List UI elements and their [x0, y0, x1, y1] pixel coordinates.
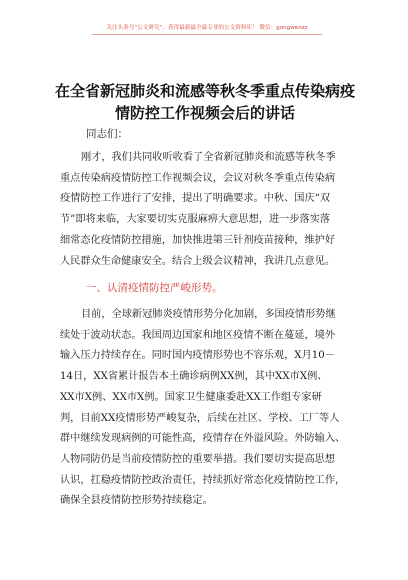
text-line: 人物同防仍是当前疫情防控的重要举措。我们要切实提高思想 [60, 453, 336, 465]
paragraph-situation [60, 305, 360, 512]
text-line: 节”即将来临，大家要切实克服麻痹大意思想，进一步落实落 [60, 214, 331, 226]
paragraph-intro [60, 148, 360, 272]
title-line: 在全省新冠肺炎和流感等秋冬季重点传染病疫 [54, 82, 355, 100]
document-title [40, 80, 370, 124]
text-line: 目前，全球新冠肺炎疫情形势分化加剧，多国疫情形势继 [81, 309, 336, 320]
text-line: 输入压力持续存在。同时国内疫情形势也不容乐观，X月10－ [60, 350, 335, 362]
header-banner: 关注头条号“公文研究”，获得最新最全最专业的公文资料库！ 微信：gongwenzz [92, 25, 322, 35]
text-line: XX市X例、XX市X例。国家卫生健康委赴XX工作组专家研 [60, 391, 322, 403]
text-line: 细常态化疫情防控措施，加快推进第三针剂疫苗接种，维护好 [60, 234, 336, 246]
text-line: 刚才，我们共同收听收看了全省新冠肺炎和流感等秋冬季 [81, 152, 336, 163]
greeting: 同志们： [86, 128, 128, 140]
text-line: 重点传染病疫情防控工作视频会议，会议对秋冬季重点传染病 [60, 172, 336, 184]
text-line: 群中继续发现病例的可能性高，疫情存在外溢风险。外防输入、 [60, 433, 346, 445]
text-line: 认识，扛稳疫情防控政治责任，持续抓好常态化疫情防控工作， [60, 474, 346, 486]
text-line: 续处于波动状态。我国周边国家和地区疫情不断在蔓延，境外 [60, 329, 336, 341]
text-line: 14日，XX省累计报告本土确诊病例XX例，其中XX市X例、 [60, 371, 328, 383]
section-heading: 一、认清疫情防控严峻形势。 [86, 282, 223, 294]
text-line: 人民群众生命健康安全。结合上级会议精神，我讲几点意见。 [60, 255, 336, 267]
title-line: 情防控工作视频会后的讲话 [114, 104, 295, 122]
text-line: 判，目前XX疫情形势严峻复杂，后续在社区、学校、工厂等人 [60, 412, 340, 424]
text-line: 疫情防控工作进行了安排，提出了明确要求。中秋、国庆“双 [60, 193, 331, 205]
text-line: 确保全县疫情防控形势持续稳定。 [60, 495, 213, 507]
